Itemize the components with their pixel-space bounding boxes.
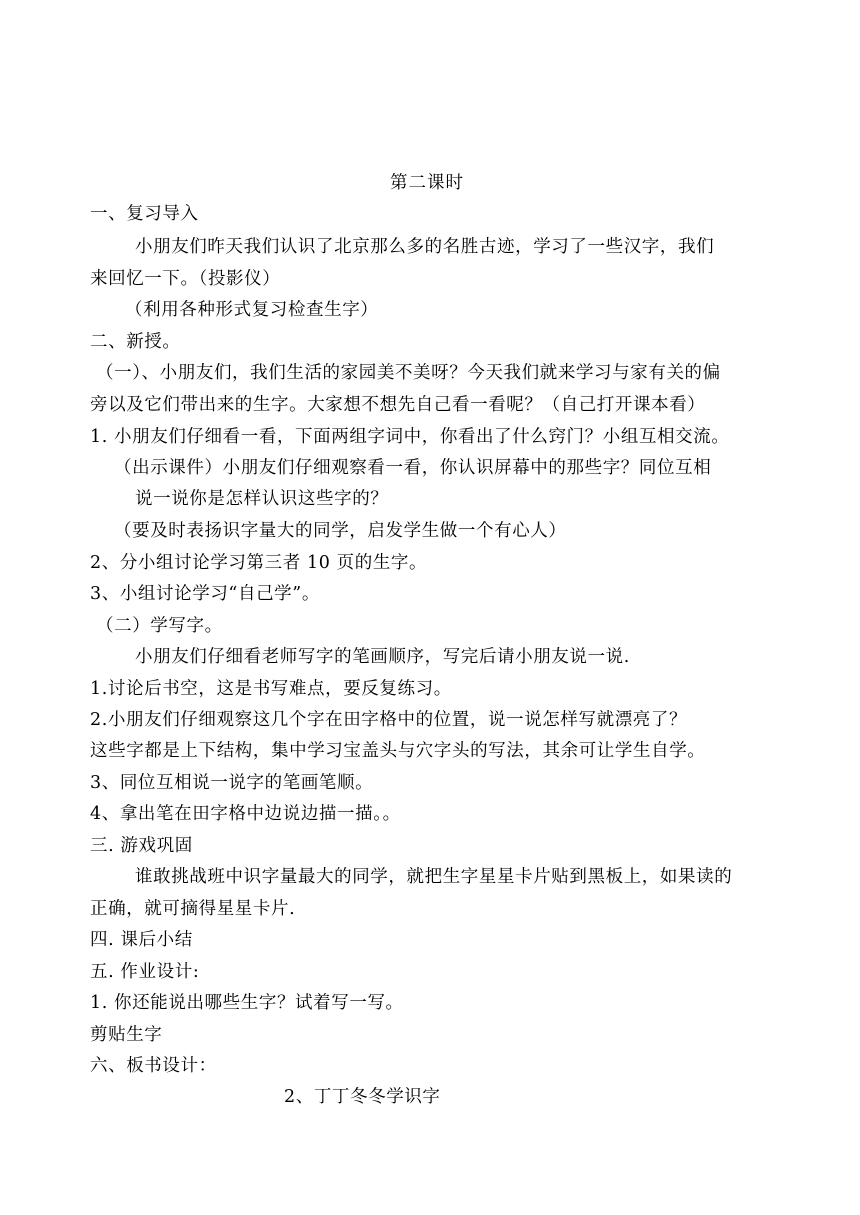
section-heading-summary: 四. 课后小结	[90, 930, 193, 950]
section-heading-board: 六、板书设计：	[90, 1056, 217, 1076]
paragraph-line: （要及时表扬识字量大的同学，启发学生做一个有心人）	[114, 521, 567, 541]
section-heading-writing: （二）学写字。	[96, 616, 223, 636]
list-item: 3、同位互相说一说字的笔画笔顺。	[90, 773, 374, 793]
paragraph-line: 来回忆一下。（投影仪）	[90, 269, 281, 289]
list-item: 1.讨论后书空，这是书写难点，要反复练习。	[90, 679, 452, 699]
list-item: 3、小组讨论学习“自己学”。	[90, 584, 320, 604]
paragraph-line: 小朋友们昨天我们认识了北京那么多的名胜古迹，学习了一些汉字，我们	[135, 237, 715, 257]
paragraph-line: 这些字都是上下结构，集中学习宝盖头与穴字头的写法，其余可让学生自学。	[90, 741, 706, 761]
list-item: 1. 你还能说出哪些生字？试着写一写。	[90, 993, 404, 1013]
paragraph-line: 小朋友们仔细看老师写字的笔画顺序，写完后请小朋友说一说.	[135, 647, 630, 667]
section-heading-homework: 五. 作业设计:	[90, 962, 200, 982]
section-heading-game: 三. 游戏巩固	[90, 836, 193, 856]
list-item: 2.小朋友们仔细观察这几个字在田字格中的位置，说一说怎样写就漂亮了？	[90, 710, 688, 730]
paragraph-line: （利用各种形式复习检查生字）	[125, 300, 379, 320]
paragraph-line: 剪贴生字	[90, 1025, 163, 1045]
section-heading-new: 二、新授。	[90, 332, 181, 352]
paragraph-line: 旁以及它们带出来的生字。大家想不想先自己看一看呢？（自己打开课本看）	[90, 395, 706, 415]
section-heading-review: 一、复习导入	[90, 204, 199, 224]
list-item: 4、拿出笔在田字格中边说边描一描。。	[90, 804, 401, 824]
paragraph-line: （一）、小朋友们，我们生活的家园美不美呀？今天我们就来学习与家有关的偏	[96, 363, 721, 383]
board-title: 2、丁丁冬冬学识字	[284, 1087, 441, 1107]
list-item: 1. 小朋友们仔细看一看，下面两组字词中，你看出了什么窍门？小组互相交流。	[90, 427, 730, 447]
paragraph-line: 谁敢挑战班中识字量最大的同学，就把生字星星卡片贴到黑板上，如果读的	[135, 867, 733, 887]
list-item: 2、分小组讨论学习第三者 10 页的生字。	[90, 553, 428, 573]
paragraph-line: 正确，就可摘得星星卡片.	[90, 899, 296, 919]
paragraph-line: 说一说你是怎样认识这些字的？	[135, 489, 389, 509]
lesson-title: 第二课时	[390, 173, 464, 193]
paragraph-line: （出示课件）小朋友们仔细观察看一看，你认识屏幕中的那些字？同位互相	[114, 458, 712, 478]
